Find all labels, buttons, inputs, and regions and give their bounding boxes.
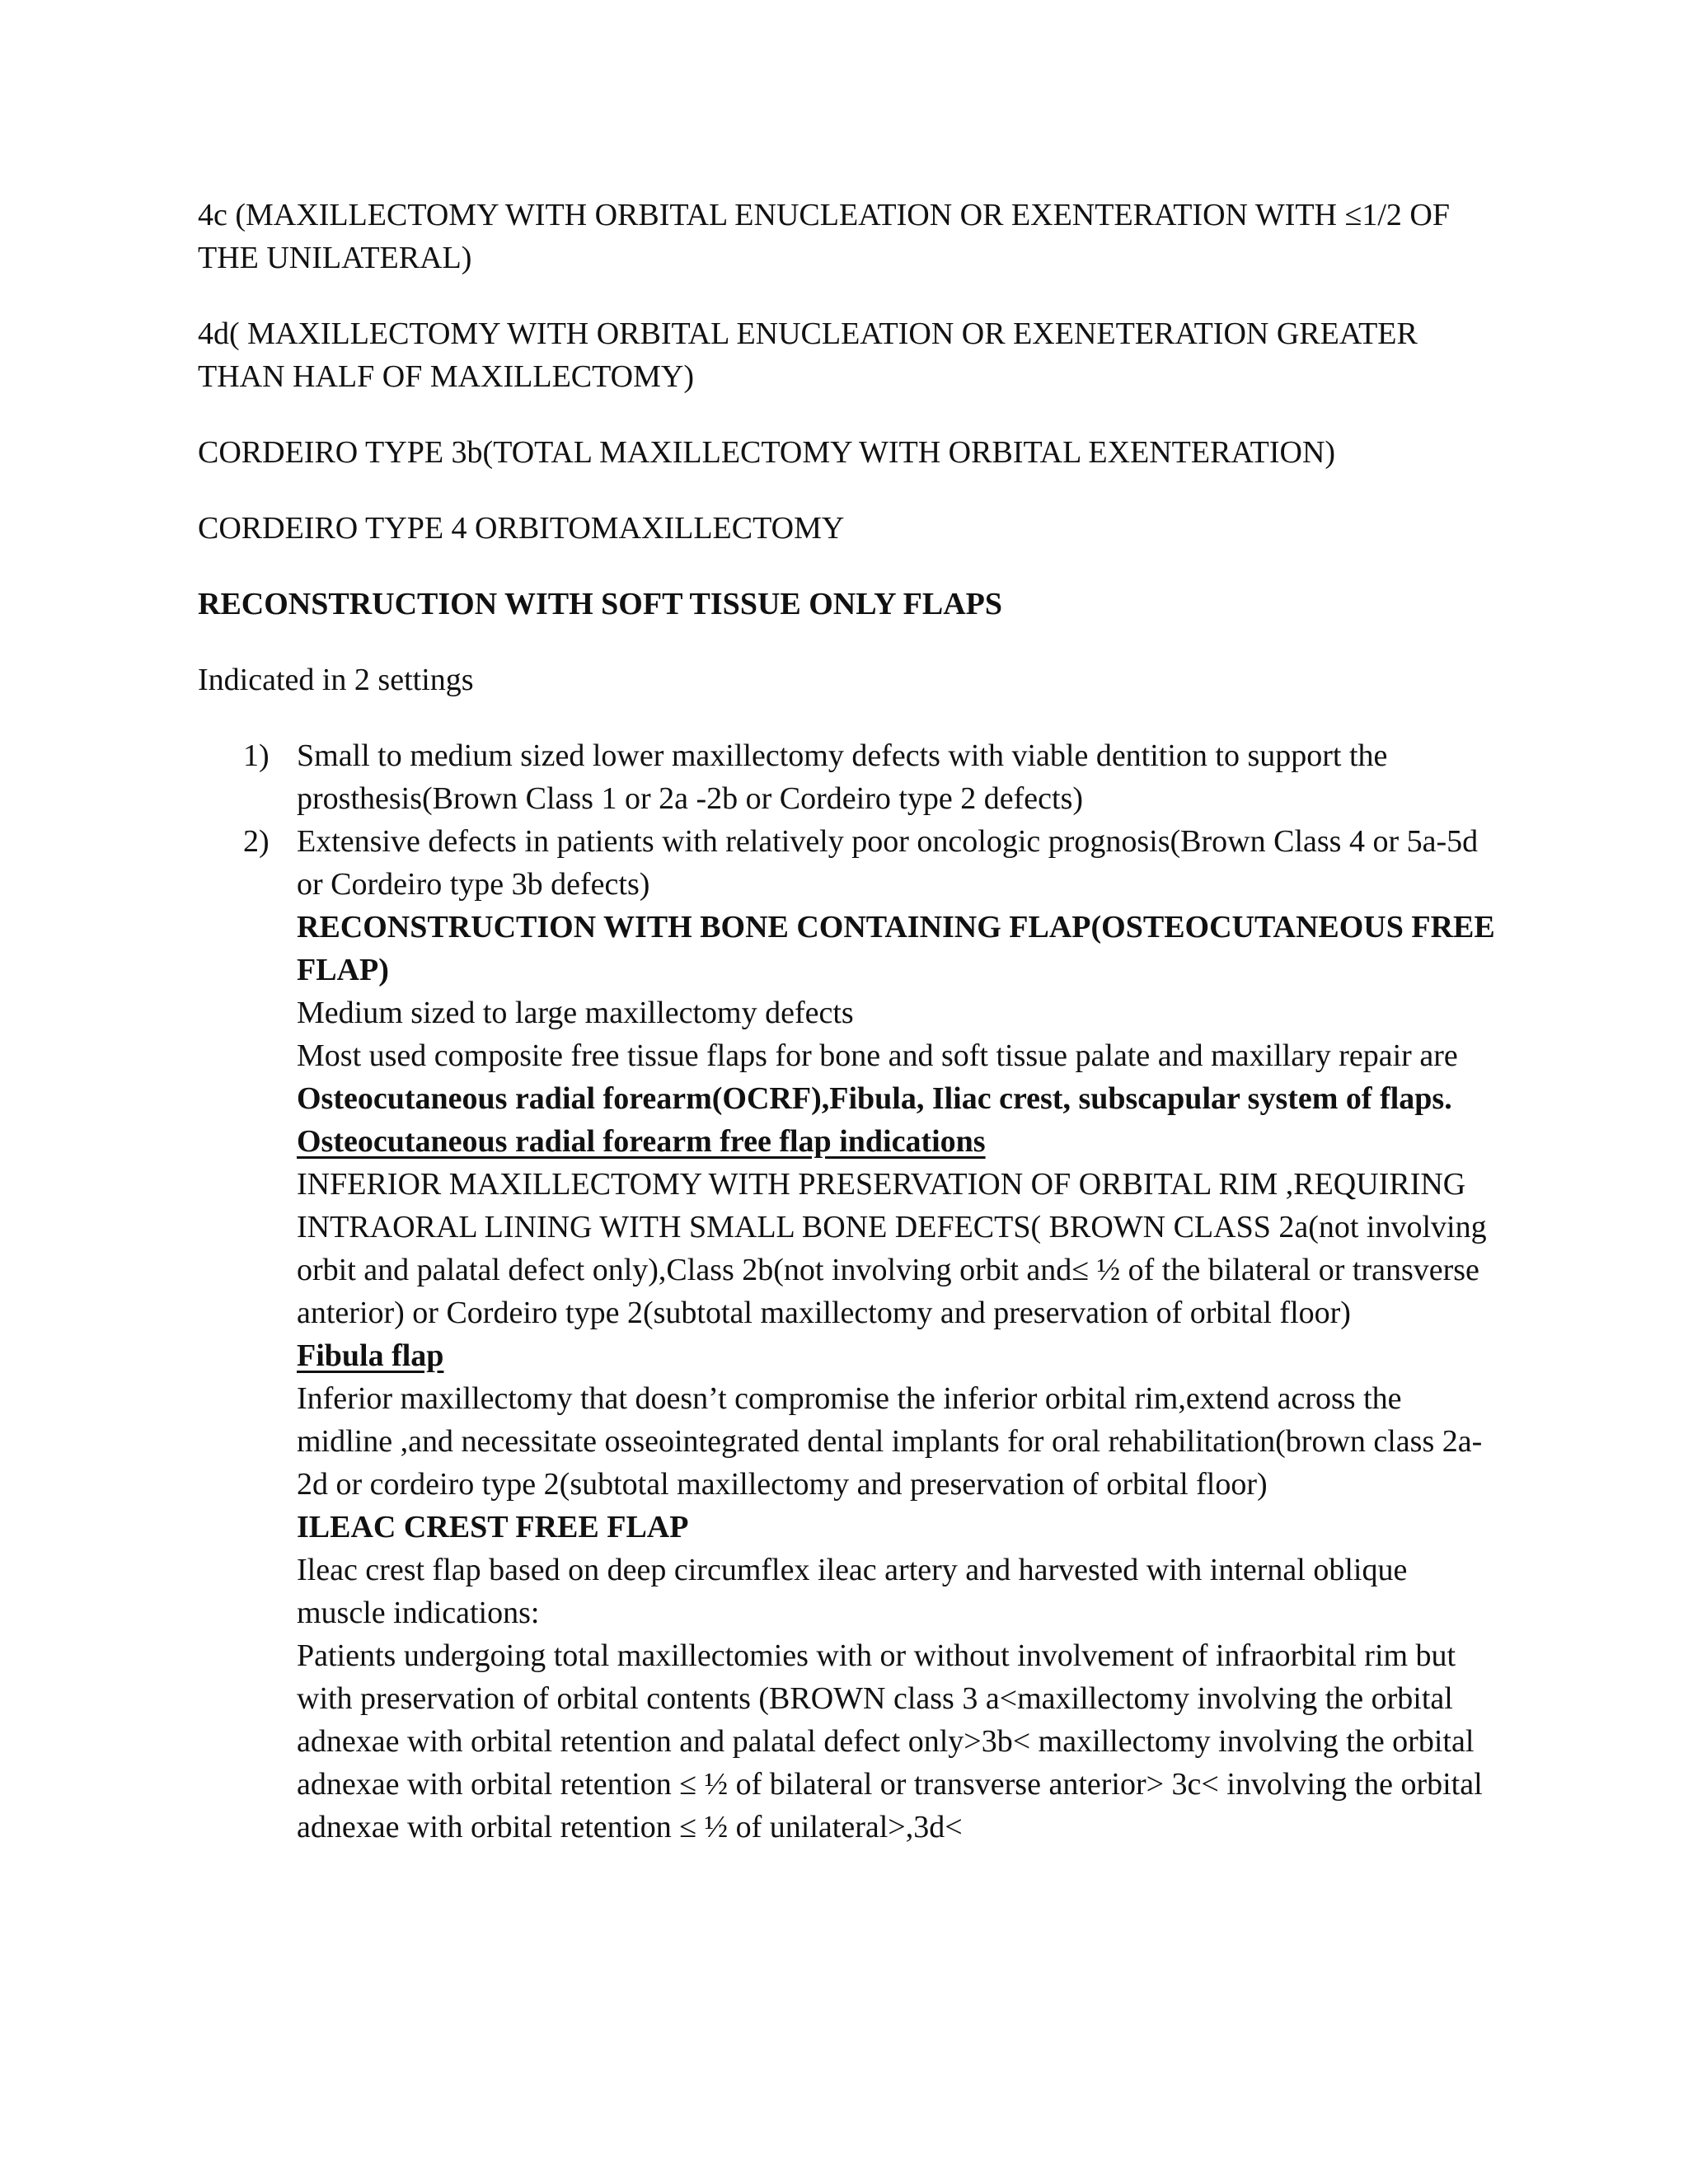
fibula-text: Inferior maxillectomy that doesn’t compromise the inferior orbital rim,extend across the midline ,and necessitate osseointegrated dental implants for oral rehabilitation(brown class 2a-2d or cordeiro type 2(subtotal maxillectomy and preservation of orbital floor): [297, 1381, 1483, 1502]
paragraph-4c: 4c (MAXILLECTOMY WITH ORBITAL ENUCLEATION OR EXENTERATION WITH ≤1/2 OF THE UNILATERAL): [198, 198, 1450, 275]
bone-flap-line-2: [297, 1034, 1500, 1120]
paragraph-cordeiro-4: CORDEIRO TYPE 4 ORBITOMAXILLECTOMY: [198, 511, 845, 546]
paragraph-indicated: Indicated in 2 settings: [198, 663, 474, 697]
ocrf-text: INFERIOR MAXILLECTOMY WITH PRESERVATION OF ORBITAL RIM ,REQUIRING INTRAORAL LINING WITH SMALL BONE DEFECTS( BROWN CLASS 2a(not involving orbit and palatal defect only),Class 2b(not involving orbit and≤ ½ of the bilateral or transverse anterior) or Cordeiro type 2(subtotal maxillectomy and preservation of orbital floor): [297, 1167, 1487, 1330]
list-item: [198, 820, 1500, 906]
bone-flap-line-2-prefix: Most used composite free tissue flaps for bone and soft tissue palate and maxillary repair are: [297, 1038, 1458, 1073]
list-number: 1): [243, 738, 270, 773]
bone-flap-line-1: Medium sized to large maxillectomy defects: [297, 996, 854, 1030]
list-item: [198, 734, 1500, 820]
heading-bone-flap: RECONSTRUCTION WITH BONE CONTAINING FLAP(OSTEOCUTANEOUS FREE FLAP): [297, 910, 1495, 987]
bone-flap-section: [198, 906, 1500, 1849]
list-text: Extensive defects in patients with relatively poor oncologic prognosis(Brown Class 4 or 5a-5d or Cordeiro type 3b defects): [297, 824, 1479, 902]
settings-list: [198, 734, 1500, 906]
heading-soft-tissue-flaps: RECONSTRUCTION WITH SOFT TISSUE ONLY FLAPS: [198, 587, 1002, 621]
iliac-text-1: Ileac crest flap based on deep circumflex ileac artery and harvested with internal oblique muscle indications:: [297, 1553, 1408, 1630]
heading-ocrf: Osteocutaneous radial forearm free flap indications: [297, 1124, 986, 1159]
heading-fibula: Fibula flap: [297, 1338, 444, 1373]
list-number: 2): [243, 824, 270, 859]
paragraph-cordeiro-3b: CORDEIRO TYPE 3b(TOTAL MAXILLECTOMY WITH ORBITAL EXENTERATION): [198, 435, 1336, 470]
document-content: [198, 194, 1500, 1849]
list-text: Small to medium sized lower maxillectomy defects with viable dentition to support the prosthesis(Brown Class 1 or 2a -2b or Cordeiro type 2 defects): [297, 738, 1388, 816]
paragraph-4d: 4d( MAXILLECTOMY WITH ORBITAL ENUCLEATION OR EXENETERATION GREATER THAN HALF OF MAXILLECTOMY): [198, 316, 1418, 394]
bone-flap-line-2-bold: Osteocutaneous radial forearm(OCRF),Fibula, Iliac crest, subscapular system of flaps.: [297, 1081, 1452, 1116]
iliac-text-2: Patients undergoing total maxillectomies with or without involvement of infraorbital rim but with preservation of orbital contents (BROWN class 3 a<maxillectomy involving the orbital adnexae with orbital retention and palatal defect only>3b< maxillectomy involving the orbital adnexae with orbital retention ≤ ½ of bilateral or transverse anterior> 3c< involving the orbital adnexae with orbital retention ≤ ½ of unilateral>,3d<: [297, 1638, 1483, 1844]
heading-iliac-crest: ILEAC CREST FREE FLAP: [297, 1510, 689, 1544]
